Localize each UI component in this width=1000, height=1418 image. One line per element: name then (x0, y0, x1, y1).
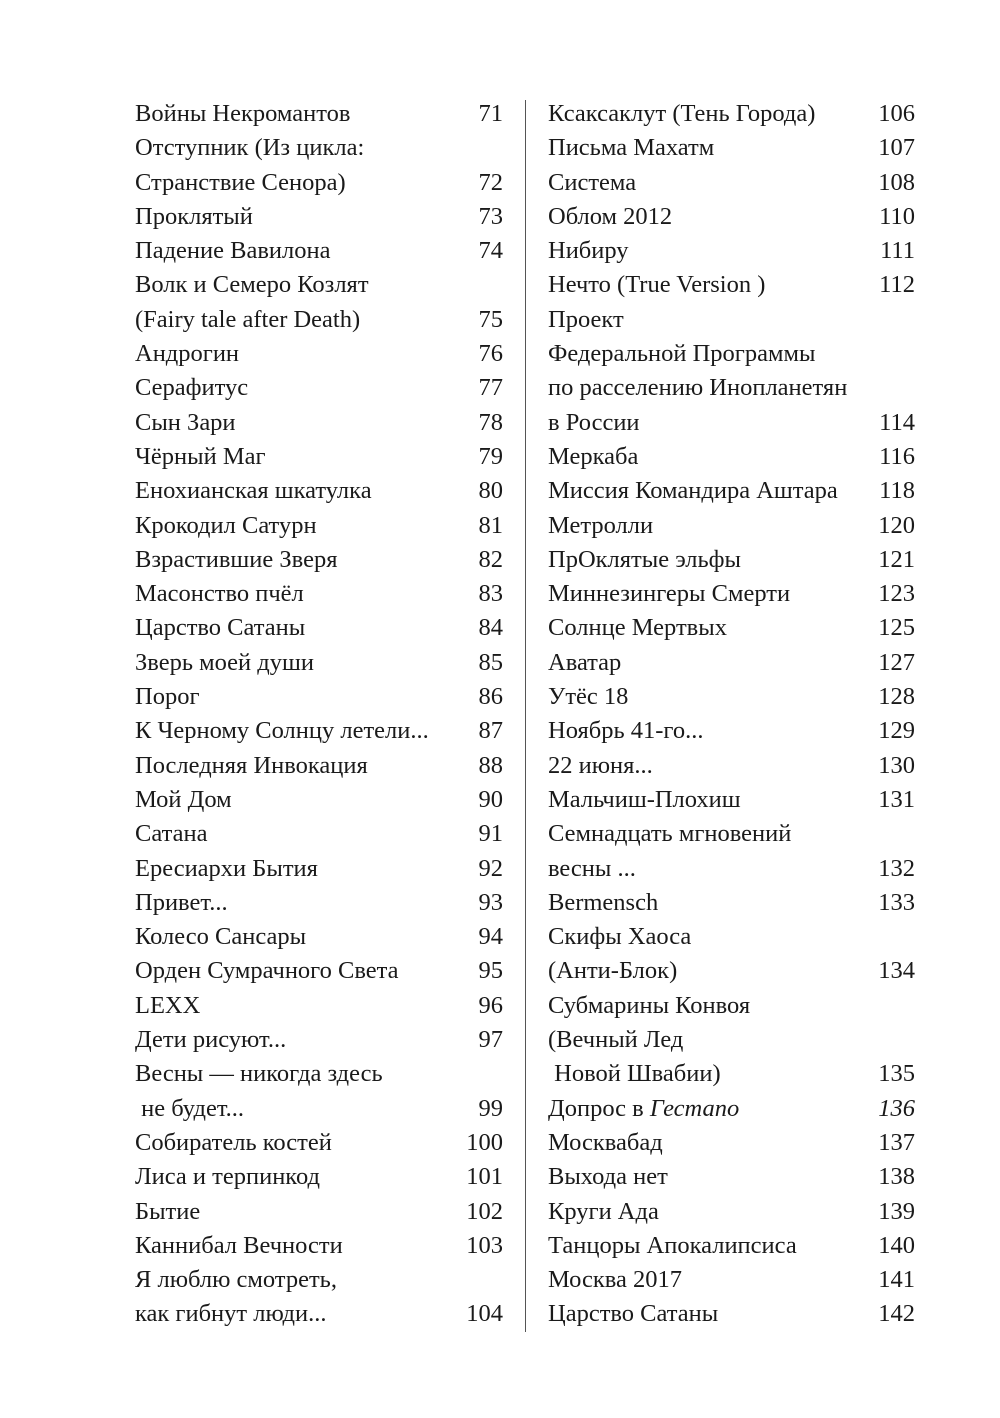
entry-title-text: Отступник (Из цикла: (135, 134, 365, 162)
toc-entry (135, 440, 503, 474)
entry-title-text: К Черному Солнцу летели... (135, 717, 429, 745)
entry-title (548, 1297, 718, 1331)
entry-title (548, 97, 815, 131)
toc-entry (135, 817, 503, 851)
entry-title-text: Проект (548, 305, 624, 333)
entry-title (135, 783, 232, 817)
entry-page-number: 86 (478, 683, 503, 711)
entry-title (135, 1092, 244, 1126)
toc-entry (135, 920, 503, 954)
entry-title (548, 817, 791, 851)
entry-title (135, 200, 253, 234)
entry-page-number: 99 (478, 1094, 503, 1122)
toc-entry (548, 303, 915, 337)
entry-title-text: Ересиархи Бытия (135, 854, 318, 882)
toc-entry (548, 1263, 915, 1297)
entry-title (135, 371, 248, 405)
toc-entry (548, 131, 915, 165)
toc-entry (548, 234, 915, 268)
toc-entry (135, 1263, 503, 1297)
entry-title-text: в России (548, 408, 640, 436)
entry-page-number: 120 (878, 511, 915, 539)
entry-title-text: Нечто (True Version ) (548, 271, 766, 299)
entry-title (135, 714, 429, 748)
entry-title-text: Круги Ада (548, 1197, 659, 1225)
entry-page-number: 135 (878, 1060, 915, 1088)
entry-page-number: 111 (880, 237, 915, 265)
entry-title-text: Масонство пчёл (135, 580, 304, 608)
entry-title (135, 920, 306, 954)
toc-entry (548, 886, 915, 920)
entry-page-number: 90 (478, 785, 503, 813)
entry-title-text: Семнадцать мгновений (548, 820, 792, 848)
entry-page-number: 116 (879, 442, 915, 470)
entry-title-text: Собиратель костей (135, 1128, 332, 1156)
toc-entry (548, 852, 915, 886)
entry-title-text: весны ... (548, 854, 636, 882)
entry-title-text: Порог (135, 683, 200, 711)
toc-entry (548, 611, 915, 645)
entry-title (135, 543, 337, 577)
entry-title-text: по расселению Инопланетян (548, 374, 848, 402)
entry-title (548, 577, 790, 611)
entry-title (548, 200, 672, 234)
toc-entry (135, 680, 503, 714)
toc-entry (548, 97, 915, 131)
entry-title (135, 337, 239, 371)
entry-page-number: 121 (878, 545, 915, 573)
entry-title-text: Мальчиш-Плохиш (548, 785, 741, 813)
entry-page-number: 83 (478, 580, 503, 608)
entry-page-number: 123 (878, 580, 915, 608)
entry-page-number: 87 (478, 717, 503, 745)
entry-title-text: Москвабад (548, 1128, 663, 1156)
toc-entry (548, 577, 915, 611)
entry-title (135, 954, 399, 988)
entry-page-number: 142 (878, 1300, 915, 1328)
toc-entry (548, 680, 915, 714)
entry-title-text: Танцоры Апокалипсиса (548, 1231, 797, 1259)
entry-title (548, 303, 624, 337)
toc-entry (135, 1057, 503, 1091)
toc-entry (135, 577, 503, 611)
entry-title (135, 1229, 343, 1263)
toc-entry (135, 97, 503, 131)
toc-entry (548, 200, 915, 234)
entry-title (548, 611, 727, 645)
entry-title-text: Войны Некромантов (135, 100, 351, 127)
entry-page-number: 132 (878, 854, 915, 882)
toc-entry (135, 1160, 503, 1194)
entry-title-text: Взрастившие Зверя (135, 545, 338, 573)
toc-entry (135, 1126, 503, 1160)
entry-title (135, 97, 350, 131)
entry-title-text: Привет... (135, 888, 228, 916)
entry-title-text: (Вечный Лед (548, 1026, 684, 1054)
toc-entry (135, 543, 503, 577)
toc-entry (135, 234, 503, 268)
entry-title-text: Письма Махатм (548, 134, 715, 162)
entry-title-text: Бытие (135, 1197, 201, 1225)
entry-page-number: 95 (478, 957, 503, 985)
entry-title-text: Дети рисуют... (135, 1026, 287, 1054)
entry-title-text: Сын Зари (135, 408, 236, 436)
entry-page-number: 140 (878, 1231, 915, 1259)
entry-title-text: Федеральной Программы (548, 340, 816, 368)
entry-title-text: Странствие Сенора) (135, 168, 346, 196)
entry-title-text: Метролли (548, 511, 654, 539)
toc-entry (548, 509, 915, 543)
entry-page-number: 100 (466, 1128, 503, 1156)
entry-page-number: 129 (878, 717, 915, 745)
entry-page-number: 92 (478, 854, 503, 882)
entry-title-text: Зверь моей души (135, 648, 314, 676)
entry-page-number: 81 (478, 511, 503, 539)
entry-title (548, 1195, 659, 1229)
entry-title (548, 543, 741, 577)
entry-title (135, 680, 200, 714)
entry-title (548, 440, 638, 474)
entry-title (548, 337, 815, 371)
entry-title (135, 509, 317, 543)
entry-page-number: 110 (879, 202, 915, 230)
toc-entry (135, 646, 503, 680)
entry-page-number: 114 (879, 408, 915, 436)
entry-page-number: 138 (878, 1163, 915, 1191)
entry-title (135, 166, 346, 200)
entry-title (135, 817, 207, 851)
entry-page-number: 139 (878, 1197, 915, 1225)
toc-entry (548, 337, 915, 371)
entry-title (548, 1263, 682, 1297)
entry-page-number: 76 (478, 340, 503, 368)
toc-entry (135, 337, 503, 371)
entry-title (548, 131, 714, 165)
entry-title (135, 1023, 286, 1057)
entry-page-number: 125 (878, 614, 915, 642)
entry-page-number: 84 (478, 614, 503, 642)
entry-title (135, 303, 360, 337)
entry-title (135, 1126, 332, 1160)
entry-page-number: 97 (478, 1026, 503, 1054)
toc-entry (548, 783, 915, 817)
entry-title-text: Мой Дом (135, 785, 232, 813)
entry-title-text: Енохианская шкатулка (135, 477, 372, 505)
entry-title (135, 852, 318, 886)
entry-page-number: 134 (878, 957, 915, 985)
entry-page-number: 72 (478, 168, 503, 196)
toc-entry (135, 1195, 503, 1229)
entry-page-number: 130 (878, 751, 915, 779)
entry-title (548, 920, 691, 954)
entry-title-text: Чёрный Маг (135, 442, 266, 470)
toc-entry (135, 749, 503, 783)
entry-page-number: 141 (878, 1266, 915, 1294)
entry-title (548, 714, 703, 748)
entry-page-number: 108 (878, 168, 915, 196)
entry-title (548, 268, 765, 302)
entry-title (135, 1195, 200, 1229)
entry-page-number: 88 (478, 751, 503, 779)
entry-title (548, 406, 640, 440)
entry-page-number: 78 (478, 408, 503, 436)
entry-title (548, 1126, 663, 1160)
entry-title-text: Солнце Мертвых (548, 614, 727, 642)
entry-page-number: 131 (878, 785, 915, 813)
entry-page-number: 77 (478, 374, 503, 402)
entry-title (548, 1092, 739, 1126)
toc-entry (548, 1160, 915, 1194)
toc-entry (135, 611, 503, 645)
entry-page-number: 75 (478, 305, 503, 333)
entry-title-text: 22 июня... (548, 751, 653, 779)
entry-title-text: Ноябрь 41-го... (548, 717, 704, 745)
toc-entry (135, 1023, 503, 1057)
entry-title-text: как гибнут люди... (135, 1300, 327, 1328)
entry-title (135, 268, 369, 302)
entry-page-number: 133 (878, 888, 915, 916)
entry-page-number: 137 (878, 1128, 915, 1156)
toc-entry (135, 268, 503, 302)
entry-page-number: 74 (478, 237, 503, 265)
entry-title-italic: Гестапо (649, 1094, 740, 1122)
entry-title (548, 749, 653, 783)
entry-title (548, 1057, 721, 1091)
entry-title (548, 954, 677, 988)
entry-title-text: Bermensch (548, 888, 659, 916)
toc-entry (135, 954, 503, 988)
entry-page-number: 71 (478, 100, 503, 127)
entry-title-text: Проклятый (135, 202, 253, 230)
entry-title-text: Скифы Хаоса (548, 923, 692, 951)
entry-page-number: 96 (478, 991, 503, 1019)
toc-entry (548, 440, 915, 474)
entry-page-number: 79 (478, 442, 503, 470)
toc-entry (548, 646, 915, 680)
toc-entry (135, 371, 503, 405)
entry-title (548, 852, 636, 886)
toc-entry (548, 268, 915, 302)
entry-title (135, 577, 304, 611)
entry-page-number: 118 (879, 477, 915, 505)
entry-title-text: Москва 2017 (548, 1266, 683, 1294)
entry-title (135, 1263, 337, 1297)
toc-entry (548, 920, 915, 954)
entry-title (135, 406, 236, 440)
entry-title (548, 680, 628, 714)
entry-title-text: Я люблю смотреть, (135, 1266, 337, 1294)
entry-title-text: Система (548, 168, 637, 196)
toc-entry (548, 954, 915, 988)
toc-entry (548, 1092, 915, 1126)
entry-page-number: 91 (478, 820, 503, 848)
entry-page-number: 102 (466, 1197, 503, 1225)
entry-page-number: 80 (478, 477, 503, 505)
entry-title-text: Ксаксаклут (Тень Города) (548, 100, 816, 127)
entry-title (135, 1160, 320, 1194)
entry-page-number: 104 (466, 1300, 503, 1328)
entry-title-text: Утёс 18 (548, 683, 629, 711)
entry-page-number: 93 (478, 888, 503, 916)
entry-title-text: Сатана (135, 820, 208, 848)
toc-entry (135, 852, 503, 886)
toc-entry (548, 817, 915, 851)
entry-page-number: 112 (879, 271, 915, 299)
entry-page-number: 101 (466, 1163, 503, 1191)
entry-title (548, 886, 658, 920)
entry-title-text: (Анти-Блок) (548, 957, 678, 985)
entry-title (548, 783, 741, 817)
toc-entry (135, 303, 503, 337)
entry-title (135, 611, 305, 645)
entry-page-number: 73 (478, 202, 503, 230)
entry-title-text: Выхода нет (548, 1163, 668, 1191)
entry-title-text: не будет... (135, 1094, 245, 1122)
toc-entry (548, 543, 915, 577)
toc-entry (548, 474, 915, 508)
toc-entry (135, 989, 503, 1023)
entry-title-text: Крокодил Сатурн (135, 511, 317, 539)
entry-title-text: Царство Сатаны (135, 614, 306, 642)
entry-title (135, 1057, 383, 1091)
entry-title (548, 1023, 683, 1057)
entry-title-text: Субмарины Конвоя (548, 991, 751, 1019)
entry-page-number: 85 (478, 648, 503, 676)
toc-entry (548, 1126, 915, 1160)
entry-title-text: Весны — никогда здесь (135, 1060, 383, 1088)
entry-title (548, 166, 636, 200)
entry-page-number: 103 (466, 1231, 503, 1259)
entry-title-text: LEXX (135, 991, 201, 1019)
entry-title-text: Серафитус (135, 374, 249, 402)
toc-right-column (548, 97, 915, 1332)
entry-title-text: Падение Вавилона (135, 237, 331, 265)
toc-entry (548, 749, 915, 783)
toc-entry (135, 200, 503, 234)
entry-title-text: Облом 2012 (548, 202, 673, 230)
toc-entry (135, 509, 503, 543)
toc-entry (548, 1023, 915, 1057)
entry-title (548, 1229, 797, 1263)
entry-title-text: Колесо Сансары (135, 923, 307, 951)
entry-title (548, 234, 629, 268)
toc-entry (548, 406, 915, 440)
toc-entry (548, 166, 915, 200)
toc-entry (548, 714, 915, 748)
entry-title-text: Допрос в (548, 1094, 650, 1122)
entry-page-number: 107 (878, 134, 915, 162)
entry-title-text: (Fairy tale after Death) (135, 305, 361, 333)
entry-page-number: 106 (878, 100, 915, 127)
toc-entry (135, 1092, 503, 1126)
toc-entry (135, 474, 503, 508)
column-divider (525, 100, 526, 1332)
entry-title-text: Царство Сатаны (548, 1300, 719, 1328)
toc-entry (135, 1297, 503, 1331)
entry-title-text: Орден Сумрачного Света (135, 957, 399, 985)
entry-title (548, 989, 750, 1023)
entry-title-text: Новой Швабии) (548, 1060, 721, 1088)
entry-title-text: Меркаба (548, 442, 639, 470)
entry-title (135, 131, 364, 165)
entry-title-text: Нибиру (548, 237, 629, 265)
toc-entry (548, 1297, 915, 1331)
entry-title-text: Миссия Командира Аштара (548, 477, 838, 505)
entry-title (135, 646, 314, 680)
entry-title-text: Лиса и терпинкод (135, 1163, 320, 1191)
entry-page-number: 94 (478, 923, 503, 951)
entry-title (135, 234, 331, 268)
toc-entry (135, 1229, 503, 1263)
entry-title (135, 886, 228, 920)
toc-entry (135, 131, 503, 165)
toc-entry (135, 714, 503, 748)
entry-title (548, 371, 847, 405)
toc-entry (548, 1229, 915, 1263)
entry-page-number: 82 (478, 545, 503, 573)
entry-title-text: Последняя Инвокация (135, 751, 368, 779)
entry-title (135, 440, 266, 474)
toc-left-column (135, 97, 503, 1332)
entry-title (548, 1160, 668, 1194)
toc-entry (548, 1057, 915, 1091)
entry-title (135, 989, 200, 1023)
toc-entry (135, 166, 503, 200)
entry-title-text: Каннибал Вечности (135, 1231, 343, 1259)
entry-title-text: Андрогин (135, 340, 240, 368)
entry-page-number: 136 (878, 1094, 915, 1122)
entry-title (135, 1297, 327, 1331)
entry-title-text: Волк и Семеро Козлят (135, 271, 369, 299)
toc-entry (548, 1195, 915, 1229)
entry-page-number: 128 (878, 683, 915, 711)
entry-title-text: Аватар (548, 648, 622, 676)
entry-title (548, 474, 838, 508)
entry-page-number: 127 (878, 648, 915, 676)
toc-entry (135, 406, 503, 440)
entry-title (548, 509, 653, 543)
toc-entry (548, 371, 915, 405)
toc-entry (135, 886, 503, 920)
entry-title (135, 749, 368, 783)
entry-title (135, 474, 372, 508)
toc-entry (135, 783, 503, 817)
entry-title (548, 646, 621, 680)
entry-title-text: Миннезингеры Смерти (548, 580, 791, 608)
toc-entry (548, 989, 915, 1023)
entry-title-text: ПрОклятые эльфы (548, 545, 742, 573)
